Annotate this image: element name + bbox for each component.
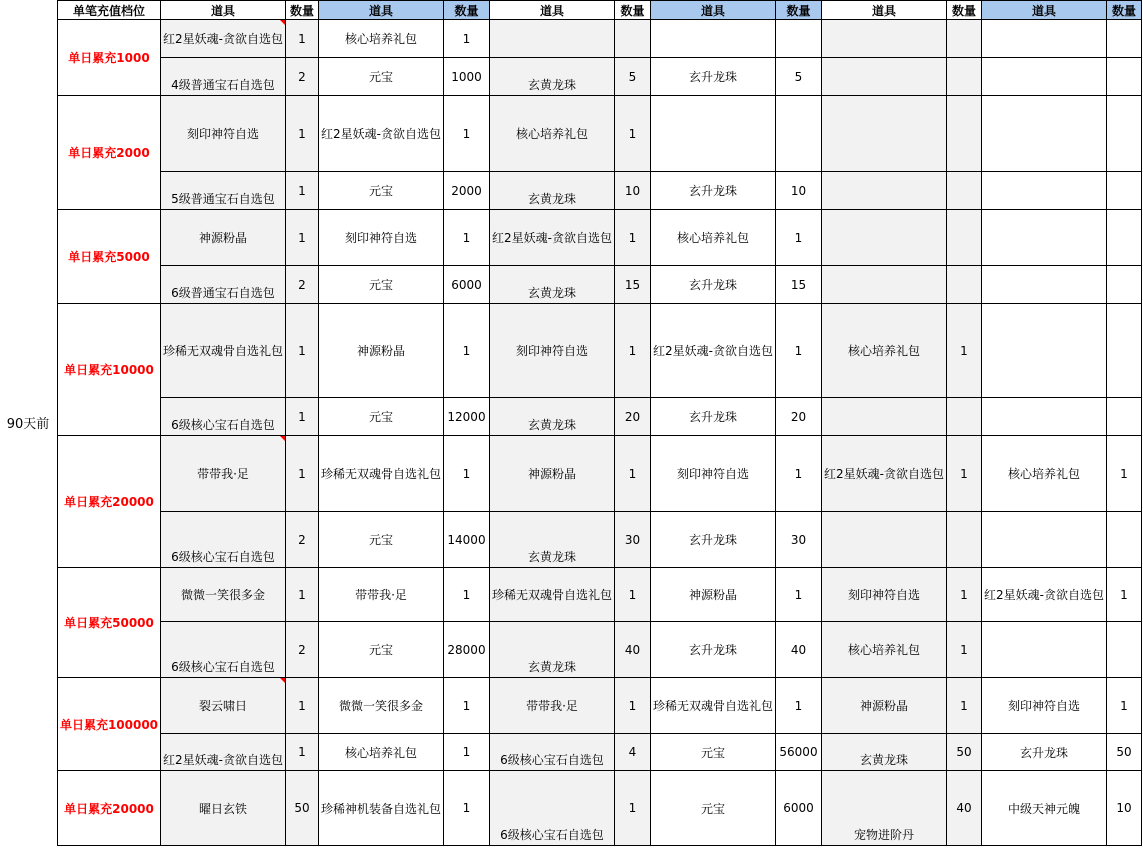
item-cell: 玄升龙珠 xyxy=(651,172,776,210)
qty-cell: 1 xyxy=(615,304,651,398)
qty-cell: 50 xyxy=(286,771,319,846)
qty-cell: 1 xyxy=(776,304,822,398)
item-cell: 玄黄龙珠 xyxy=(490,266,615,304)
item-cell xyxy=(982,304,1107,398)
item-cell: 玄黄龙珠 xyxy=(490,512,615,568)
qty-cell: 1 xyxy=(1107,678,1142,734)
qty-cell: 1 xyxy=(444,436,490,512)
item-cell: 玄黄龙珠 xyxy=(490,172,615,210)
qty-cell: 28000 xyxy=(444,622,490,678)
tier-label: 单日累充10000 xyxy=(58,304,161,436)
qty-cell xyxy=(947,266,982,304)
item-cell: 6级核心宝石自选包 xyxy=(490,771,615,846)
table-row xyxy=(58,436,1142,512)
qty-cell: 1 xyxy=(776,210,822,266)
qty-cell xyxy=(615,20,651,58)
item-cell: 红2星妖魂-贪欲自选包 xyxy=(982,568,1107,622)
tier-label: 单日累充20000 xyxy=(58,436,161,568)
qty-cell: 1 xyxy=(286,20,319,58)
item-cell: 元宝 xyxy=(319,398,444,436)
qty-cell xyxy=(1107,20,1142,58)
item-cell xyxy=(982,398,1107,436)
item-cell: 红2星妖魂-贪欲自选包 xyxy=(490,210,615,266)
qty-cell xyxy=(1107,58,1142,96)
item-cell: 刻印神符自选 xyxy=(982,678,1107,734)
item-cell: 带带我·足 xyxy=(490,678,615,734)
qty-cell: 1 xyxy=(615,568,651,622)
qty-cell: 2 xyxy=(286,266,319,304)
qty-cell: 1 xyxy=(444,96,490,172)
qty-cell xyxy=(947,58,982,96)
table-row xyxy=(58,96,1142,172)
qty-cell: 1 xyxy=(286,210,319,266)
table-row xyxy=(58,622,1142,678)
item-cell: 微微一笑很多金 xyxy=(161,568,286,622)
table-row xyxy=(58,210,1142,266)
item-cell: 珍稀无双魂骨自选礼包 xyxy=(651,678,776,734)
qty-cell: 5 xyxy=(776,58,822,96)
item-cell: 6级核心宝石自选包 xyxy=(161,622,286,678)
item-cell: 核心培养礼包 xyxy=(490,96,615,172)
item-cell: 元宝 xyxy=(319,622,444,678)
item-cell: 玄升龙珠 xyxy=(651,58,776,96)
item-cell: 5级普通宝石自选包 xyxy=(161,172,286,210)
item-cell: 玄黄龙珠 xyxy=(490,622,615,678)
qty-cell: 40 xyxy=(776,622,822,678)
tier-label: 单日累充100000 xyxy=(58,678,161,771)
item-cell xyxy=(651,96,776,172)
header-item: 道具 xyxy=(651,1,776,20)
qty-cell: 1 xyxy=(286,436,319,512)
item-cell xyxy=(822,512,947,568)
item-cell: 玄黄龙珠 xyxy=(490,58,615,96)
qty-cell: 1 xyxy=(444,678,490,734)
table-row xyxy=(58,58,1142,96)
item-cell: 刻印神符自选 xyxy=(490,304,615,398)
item-cell: 裂云啸日 xyxy=(161,678,286,734)
qty-cell: 10 xyxy=(615,172,651,210)
header-item: 道具 xyxy=(822,1,947,20)
table-row xyxy=(58,266,1142,304)
item-cell: 元宝 xyxy=(319,512,444,568)
header-qty: 数量 xyxy=(776,1,822,20)
qty-cell: 2 xyxy=(286,58,319,96)
qty-cell: 1 xyxy=(444,210,490,266)
item-cell xyxy=(822,172,947,210)
item-cell xyxy=(651,20,776,58)
qty-cell: 1 xyxy=(444,771,490,846)
qty-cell: 15 xyxy=(776,266,822,304)
item-cell: 珍稀神机装备自选礼包 xyxy=(319,771,444,846)
item-cell: 元宝 xyxy=(651,734,776,771)
table-row xyxy=(58,512,1142,568)
header-tier: 单笔充值档位 xyxy=(58,1,161,20)
header-item: 道具 xyxy=(490,1,615,20)
header-qty: 数量 xyxy=(286,1,319,20)
item-cell: 带带我·足 xyxy=(161,436,286,512)
qty-cell: 1 xyxy=(444,304,490,398)
item-cell: 6级普通宝石自选包 xyxy=(161,266,286,304)
qty-cell xyxy=(947,96,982,172)
qty-cell: 1 xyxy=(1107,436,1142,512)
qty-cell: 1000 xyxy=(444,58,490,96)
item-cell: 红2星妖魂-贪欲自选包 xyxy=(822,436,947,512)
qty-cell: 1 xyxy=(615,210,651,266)
qty-cell: 40 xyxy=(947,771,982,846)
qty-cell: 1 xyxy=(286,734,319,771)
item-cell: 红2星妖魂-贪欲自选包 xyxy=(651,304,776,398)
item-cell: 6级核心宝石自选包 xyxy=(161,398,286,436)
item-cell: 刻印神符自选 xyxy=(651,436,776,512)
item-cell: 微微一笑很多金 xyxy=(319,678,444,734)
item-cell xyxy=(982,622,1107,678)
table-row xyxy=(58,568,1142,622)
item-cell: 宠物进阶丹 xyxy=(822,771,947,846)
item-cell: 带带我·足 xyxy=(319,568,444,622)
qty-cell: 2000 xyxy=(444,172,490,210)
table-row xyxy=(58,398,1142,436)
qty-cell: 1 xyxy=(444,20,490,58)
item-cell xyxy=(822,266,947,304)
item-cell: 神源粉晶 xyxy=(319,304,444,398)
item-cell: 神源粉晶 xyxy=(161,210,286,266)
item-cell: 元宝 xyxy=(319,172,444,210)
item-cell: 珍稀无双魂骨自选礼包 xyxy=(490,568,615,622)
item-cell: 元宝 xyxy=(651,771,776,846)
item-cell xyxy=(982,512,1107,568)
tier-label: 单日累充20000 xyxy=(58,771,161,846)
tier-label: 单日累充50000 xyxy=(58,568,161,678)
qty-cell: 1 xyxy=(615,96,651,172)
item-cell: 玄升龙珠 xyxy=(982,734,1107,771)
qty-cell: 6000 xyxy=(776,771,822,846)
qty-cell: 1 xyxy=(286,172,319,210)
qty-cell: 1 xyxy=(444,734,490,771)
qty-cell: 5 xyxy=(615,58,651,96)
item-cell: 元宝 xyxy=(319,58,444,96)
item-cell: 玄黄龙珠 xyxy=(490,398,615,436)
qty-cell: 1 xyxy=(776,678,822,734)
header-qty: 数量 xyxy=(615,1,651,20)
qty-cell: 6000 xyxy=(444,266,490,304)
header-item: 道具 xyxy=(161,1,286,20)
item-cell: 核心培养礼包 xyxy=(651,210,776,266)
qty-cell xyxy=(947,20,982,58)
item-cell: 玄升龙珠 xyxy=(651,622,776,678)
qty-cell xyxy=(776,96,822,172)
table-row xyxy=(58,172,1142,210)
item-cell xyxy=(982,96,1107,172)
qty-cell: 1 xyxy=(947,304,982,398)
header-qty: 数量 xyxy=(444,1,490,20)
qty-cell: 12000 xyxy=(444,398,490,436)
table-row xyxy=(58,20,1142,58)
qty-cell: 1 xyxy=(1107,568,1142,622)
qty-cell xyxy=(1107,622,1142,678)
side-label: 90天前 xyxy=(6,417,50,432)
qty-cell xyxy=(1107,304,1142,398)
qty-cell: 1 xyxy=(286,568,319,622)
qty-cell: 2 xyxy=(286,622,319,678)
item-cell: 玄升龙珠 xyxy=(651,512,776,568)
qty-cell: 1 xyxy=(947,678,982,734)
qty-cell: 20 xyxy=(615,398,651,436)
qty-cell: 30 xyxy=(776,512,822,568)
qty-cell: 2 xyxy=(286,512,319,568)
qty-cell xyxy=(776,20,822,58)
qty-cell: 1 xyxy=(286,678,319,734)
item-cell: 曜日玄铁 xyxy=(161,771,286,846)
qty-cell: 1 xyxy=(286,96,319,172)
header-item: 道具 xyxy=(319,1,444,20)
item-cell: 珍稀无双魂骨自选礼包 xyxy=(319,436,444,512)
qty-cell xyxy=(947,210,982,266)
qty-cell: 1 xyxy=(947,622,982,678)
item-cell xyxy=(822,210,947,266)
qty-cell xyxy=(947,172,982,210)
item-cell: 玄升龙珠 xyxy=(651,266,776,304)
qty-cell: 50 xyxy=(1107,734,1142,771)
tier-label: 单日累充2000 xyxy=(58,96,161,210)
item-cell: 红2星妖魂-贪欲自选包 xyxy=(161,20,286,58)
item-cell: 玄黄龙珠 xyxy=(822,734,947,771)
header-qty: 数量 xyxy=(947,1,982,20)
item-cell: 珍稀无双魂骨自选礼包 xyxy=(161,304,286,398)
item-cell: 刻印神符自选 xyxy=(161,96,286,172)
item-cell: 玄升龙珠 xyxy=(651,398,776,436)
item-cell: 4级普通宝石自选包 xyxy=(161,58,286,96)
item-cell: 6级核心宝石自选包 xyxy=(490,734,615,771)
qty-cell: 1 xyxy=(947,436,982,512)
item-cell: 神源粉晶 xyxy=(490,436,615,512)
reward-table xyxy=(57,0,1142,846)
item-cell xyxy=(822,96,947,172)
qty-cell: 40 xyxy=(615,622,651,678)
item-cell: 6级核心宝石自选包 xyxy=(161,512,286,568)
qty-cell xyxy=(1107,398,1142,436)
item-cell xyxy=(982,172,1107,210)
item-cell: 红2星妖魂-贪欲自选包 xyxy=(319,96,444,172)
item-cell xyxy=(982,58,1107,96)
qty-cell xyxy=(947,512,982,568)
qty-cell: 15 xyxy=(615,266,651,304)
item-cell: 核心培养礼包 xyxy=(822,304,947,398)
header-qty: 数量 xyxy=(1107,1,1142,20)
qty-cell: 1 xyxy=(444,568,490,622)
qty-cell: 10 xyxy=(1107,771,1142,846)
item-cell: 红2星妖魂-贪欲自选包 xyxy=(161,734,286,771)
header-item: 道具 xyxy=(982,1,1107,20)
item-cell xyxy=(982,20,1107,58)
tier-label: 单日累充5000 xyxy=(58,210,161,304)
qty-cell: 10 xyxy=(776,172,822,210)
item-cell xyxy=(982,266,1107,304)
item-cell: 核心培养礼包 xyxy=(982,436,1107,512)
qty-cell: 56000 xyxy=(776,734,822,771)
qty-cell: 1 xyxy=(615,436,651,512)
table-row xyxy=(58,304,1142,398)
item-cell xyxy=(822,398,947,436)
item-cell: 刻印神符自选 xyxy=(319,210,444,266)
qty-cell xyxy=(1107,96,1142,172)
qty-cell xyxy=(947,398,982,436)
item-cell: 核心培养礼包 xyxy=(319,734,444,771)
item-cell: 刻印神符自选 xyxy=(822,568,947,622)
qty-cell xyxy=(1107,512,1142,568)
qty-cell xyxy=(1107,210,1142,266)
qty-cell: 14000 xyxy=(444,512,490,568)
qty-cell: 1 xyxy=(776,568,822,622)
item-cell xyxy=(490,20,615,58)
item-cell: 神源粉晶 xyxy=(651,568,776,622)
qty-cell: 30 xyxy=(615,512,651,568)
qty-cell: 1 xyxy=(615,771,651,846)
qty-cell: 1 xyxy=(286,398,319,436)
qty-cell: 1 xyxy=(947,568,982,622)
qty-cell xyxy=(1107,172,1142,210)
item-cell xyxy=(982,210,1107,266)
item-cell: 神源粉晶 xyxy=(822,678,947,734)
item-cell xyxy=(822,20,947,58)
qty-cell xyxy=(1107,266,1142,304)
table-row xyxy=(58,771,1142,846)
qty-cell: 1 xyxy=(776,436,822,512)
item-cell: 元宝 xyxy=(319,266,444,304)
item-cell xyxy=(822,58,947,96)
item-cell: 核心培养礼包 xyxy=(822,622,947,678)
qty-cell: 1 xyxy=(286,304,319,398)
table-row xyxy=(58,678,1142,734)
qty-cell: 1 xyxy=(615,678,651,734)
table-row xyxy=(58,734,1142,771)
item-cell: 中级天神元魄 xyxy=(982,771,1107,846)
item-cell: 核心培养礼包 xyxy=(319,20,444,58)
header-row xyxy=(58,1,1142,20)
qty-cell: 4 xyxy=(615,734,651,771)
qty-cell: 50 xyxy=(947,734,982,771)
tier-label: 单日累充1000 xyxy=(58,20,161,96)
qty-cell: 20 xyxy=(776,398,822,436)
